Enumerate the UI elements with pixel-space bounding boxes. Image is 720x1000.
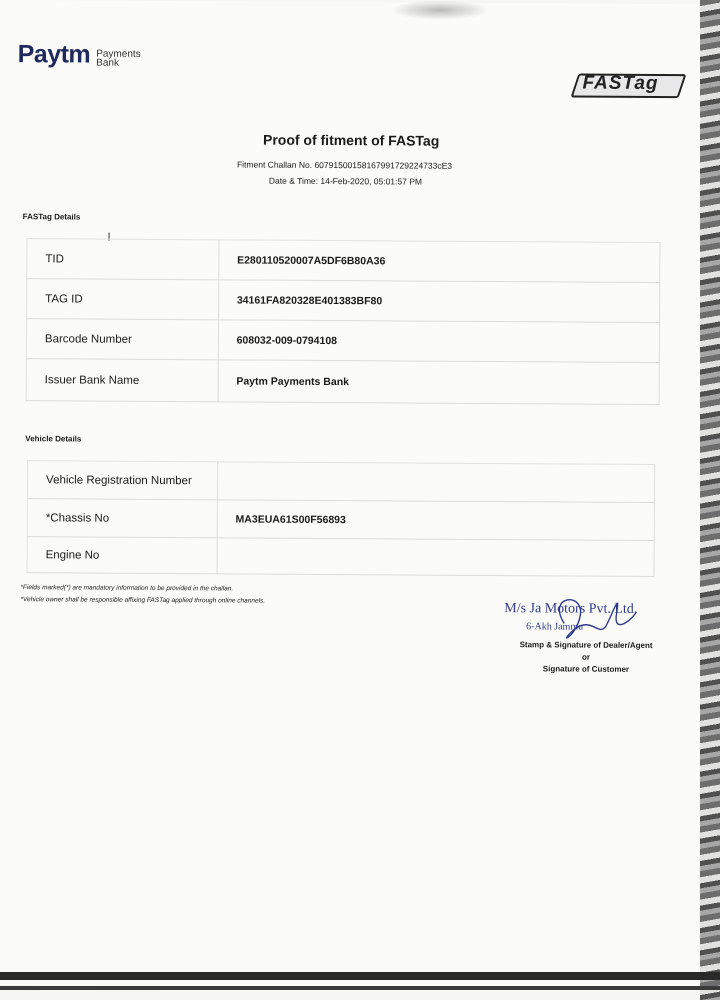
table-row (27, 499, 654, 541)
challan-number: Fitment Challan No. 6079150015816799172922473​3cE3 (236, 159, 453, 171)
vehicle-details-table (26, 460, 655, 577)
fastag-logo-word: FASTag (582, 72, 659, 95)
field-value: E280110520007A5DF6B80A36 (218, 240, 660, 283)
table-row (27, 537, 654, 577)
fastag-details-label: FASTag Details (22, 212, 81, 222)
owner-note: *Vehicle owner shall be responsible affixing FASTag applied through online channels. (20, 596, 266, 605)
page-title: Proof of fitment of FASTag (262, 131, 440, 149)
field-value: 34161FA820328E401383BF80 (218, 280, 660, 323)
signature-line-customer: Signature of Customer (542, 664, 630, 674)
field-value: Paytm Payments Bank (218, 360, 660, 405)
field-label: *Chassis No (27, 499, 217, 538)
signature-line-dealer: Stamp & Signature of Dealer/Agent (519, 640, 653, 650)
paytm-logo-sub: Payments Bank (96, 48, 141, 69)
field-label: TID (27, 239, 219, 280)
field-label: Barcode Number (26, 319, 218, 360)
signature-line-or: or (581, 652, 591, 662)
scan-fold-shadow (390, 0, 490, 20)
table-row (26, 319, 659, 363)
table-row (27, 279, 660, 323)
field-label: TAG ID (27, 279, 219, 320)
field-value: 608032-009-0794108 (218, 320, 660, 363)
fastag-logo (574, 74, 678, 101)
signature-block (516, 639, 656, 676)
mandatory-note: *Fields marked(*) are mandatory information to be provided in the challan. (20, 584, 234, 593)
fastag-details-table (26, 238, 661, 405)
field-value (217, 538, 654, 577)
date-time: Date & Time: 14-Feb-2020, 05:01:57 PM (268, 175, 423, 187)
stamp-line-2: 6-Akh Jammu (526, 621, 584, 633)
stamp-line-1: M/s Ja Motors Pvt. Ltd. (504, 601, 638, 617)
paytm-payments-bank-logo (17, 40, 141, 69)
field-label: Engine No (27, 537, 217, 574)
scan-bottom-edge-2 (0, 986, 720, 990)
field-value: MA3EUA61S00F56893 (217, 500, 654, 541)
field-label: Vehicle Registration Number (27, 461, 217, 500)
paytm-logo-word: Paytm (17, 40, 91, 69)
vehicle-details-label: Vehicle Details (25, 434, 82, 444)
scan-background-edge (700, 0, 720, 1000)
table-row (26, 359, 659, 405)
field-label: Issuer Bank Name (26, 359, 218, 402)
field-value (217, 462, 654, 503)
scan-bottom-edge (0, 972, 720, 980)
table-row (27, 239, 660, 283)
table-row (27, 461, 654, 503)
